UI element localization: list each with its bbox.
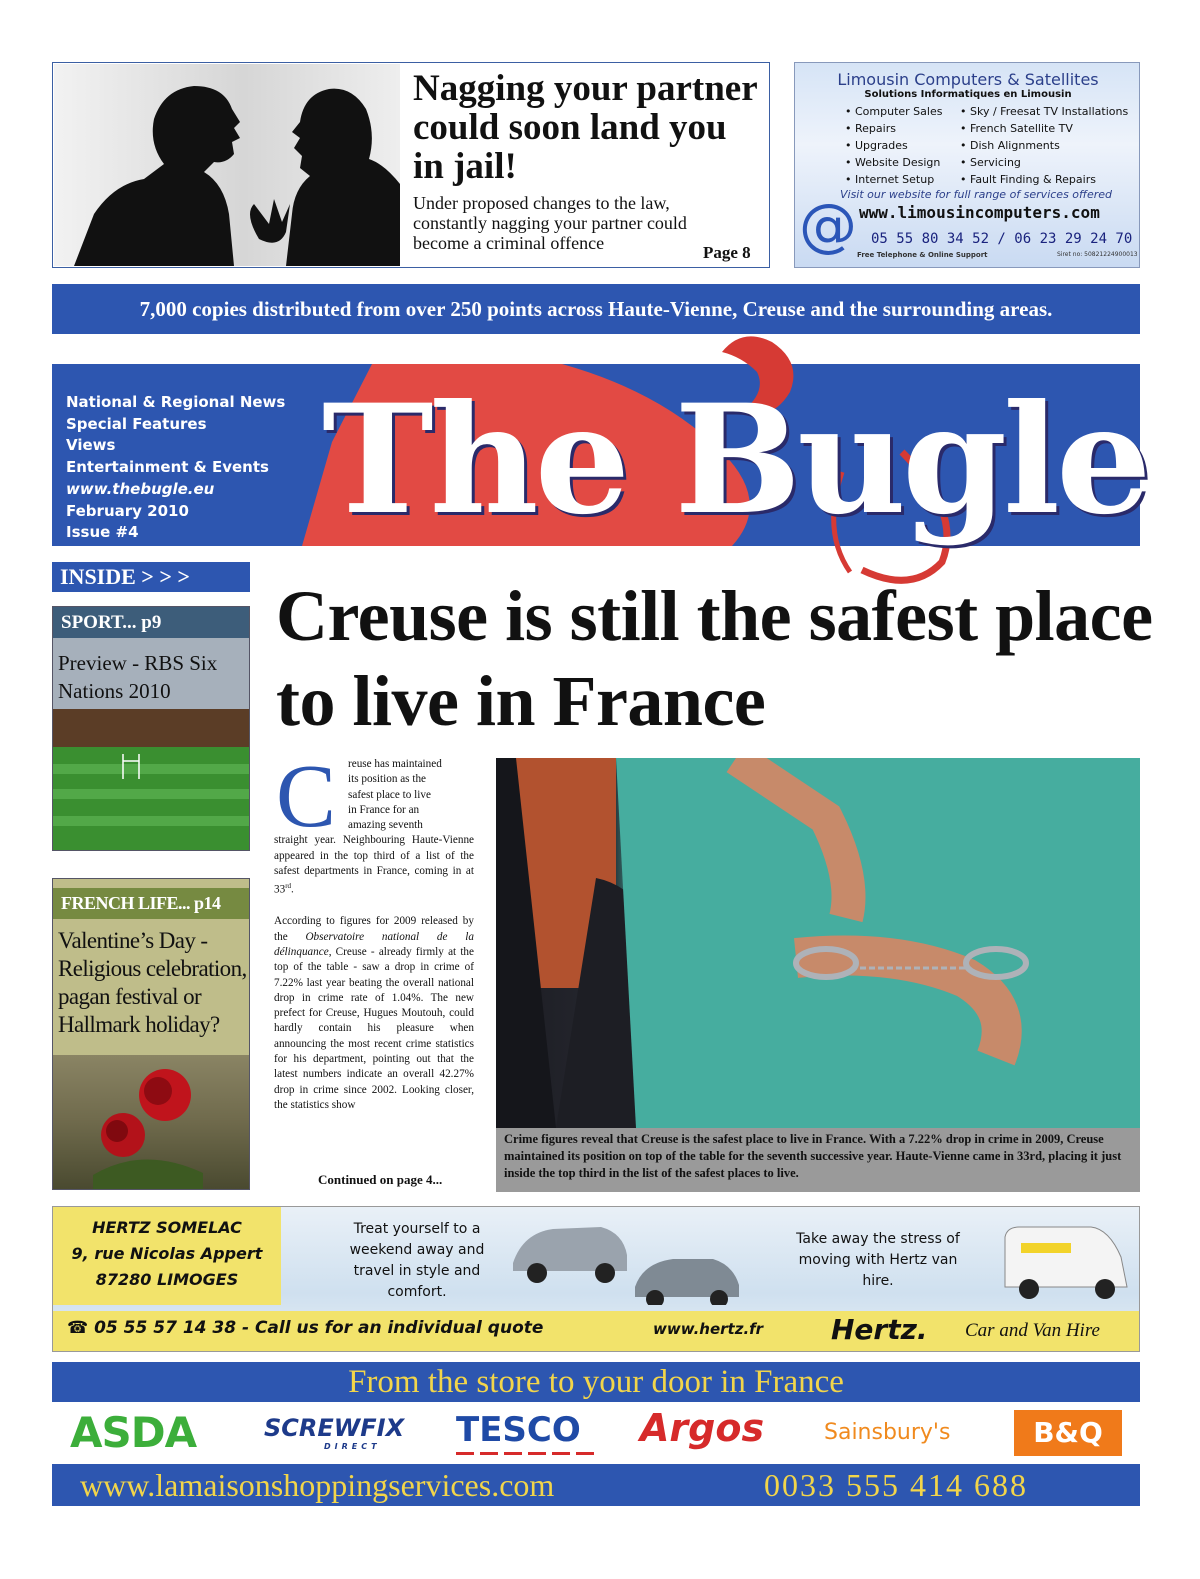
visit-note: Visit our website for full range of services offered (840, 188, 1113, 201)
drop-cap: C (276, 747, 337, 846)
shopping-headline: From the store to your door in France (52, 1362, 1140, 1402)
ad-subtitle: Solutions Informatiques en Limousin (864, 89, 1072, 100)
arguing-couple-photo (54, 64, 400, 266)
teaser-box[interactable] (52, 62, 770, 268)
article-text: straight year. Neighbouring Haute-Vienne appeared in the top third of a list of the safest departments in France, coming in at 33 (274, 834, 474, 897)
continued-link[interactable]: Continued on page 4... (318, 1172, 443, 1187)
address-line: HERTZ SOMELAC (92, 1218, 242, 1237)
service-item: • French Satellite TV (960, 120, 1128, 137)
sport-header[interactable]: SPORT... p9 (53, 607, 249, 638)
siret-number: Siret no: 50821224900013 (1057, 251, 1138, 258)
article-line: safest place to live (348, 788, 431, 801)
bq-logo: B&Q (1014, 1410, 1122, 1456)
newspaper-title: The Bugle (322, 372, 1148, 548)
ad-title: Limousin Computers & Satellites (837, 70, 1099, 89)
teaser-headline[interactable]: Nagging your partner could soon land you in jail! (413, 68, 757, 187)
telephone-icon: ☎ (67, 1318, 95, 1338)
teaser-page-ref[interactable]: Page 8 (703, 243, 751, 262)
hertz-van-text: Take away the stress of moving with Hertz van hire. (796, 1231, 960, 1289)
photo-caption: Crime figures reveal that Creuse is the safest place to live in France. With a 7.22% drop in crime in 2009, Creuse maintained its position on top of the table for the seventh successive year. Haute-Vienne came in 33rd, placing it just inside the top third in the list of the safest places to live. (496, 1128, 1140, 1192)
tesco-name: TESCO (456, 1410, 581, 1450)
section-label: Special Features (66, 414, 207, 433)
screwfix-name: SCREWFIX (264, 1414, 405, 1442)
article-paragraph (274, 914, 474, 1113)
support-note: Free Telephone & Online Support (857, 251, 988, 259)
shopping-website-link[interactable]: www.lamaisonshoppingservices.com (80, 1467, 555, 1503)
masthead-info (66, 392, 285, 544)
argos-logo: Argos (640, 1406, 765, 1450)
sport-teaser[interactable] (52, 606, 250, 851)
hertz-phone (67, 1318, 543, 1338)
inside-label: INSIDE > > > (52, 562, 250, 592)
hertz-logo: Hertz. (831, 1313, 928, 1346)
article-line: amazing seventh (348, 819, 423, 832)
main-headline[interactable]: Creuse is still the safest place to live in France (276, 576, 1153, 741)
tesco-logo (456, 1410, 596, 1455)
sainsburys-logo: Sainsbury's (824, 1420, 951, 1445)
service-item: • Repairs (845, 120, 942, 137)
service-item: • Internet Setup (845, 171, 942, 188)
hertz-address (53, 1207, 281, 1305)
tesco-stripes (456, 1452, 596, 1455)
asda-logo: ASDA (70, 1408, 197, 1457)
french-life-teaser[interactable] (52, 878, 250, 1190)
services-list-right (960, 103, 1128, 188)
article-italic: Observatoire national de la délinquance (274, 930, 474, 958)
shopping-services-ad[interactable] (52, 1362, 1140, 1506)
french-life-header[interactable]: FRENCH LIFE... p14 (53, 888, 249, 919)
masthead (52, 364, 1148, 548)
sport-teaser-text[interactable]: Preview - RBS Six Nations 2010 (58, 651, 218, 703)
services-list-left (845, 103, 942, 188)
at-icon: @ (799, 191, 857, 259)
screwfix-direct: DIRECT (324, 1442, 381, 1451)
van-illustration (1001, 1217, 1131, 1303)
hertz-tagline: Car and Van Hire (965, 1320, 1100, 1341)
service-item: • Computer Sales (845, 103, 942, 120)
cars-illustration (513, 1215, 783, 1305)
address-line: 9, rue Nicolas Appert (71, 1244, 263, 1263)
article-line: in France for an (348, 803, 420, 816)
distribution-banner: 7,000 copies distributed from over 250 points across Haute-Vienne, Creuse and the surrounding areas. (52, 284, 1140, 334)
service-item: • Website Design (845, 154, 942, 171)
screwfix-logo (264, 1414, 404, 1451)
ordinal-suffix: rd (285, 882, 292, 891)
service-item: • Servicing (960, 154, 1128, 171)
stadium-photo (53, 709, 249, 851)
hertz-contact-bar (53, 1311, 1140, 1351)
article-text: According to figures for 2009 released by the (274, 915, 474, 943)
address-line: 87280 LIMOGES (95, 1270, 239, 1289)
article-line: its position as the (348, 773, 427, 786)
issue-date: February 2010 (66, 501, 189, 520)
hertz-phone-text: 05 55 57 14 38 - Call us for an individual quote (94, 1318, 544, 1338)
service-item: • Upgrades (845, 137, 942, 154)
article-line: reuse has maintained (348, 758, 442, 770)
section-label: National & Regional News (66, 393, 286, 411)
article-text: , Creuse - already firmly at the top of the table - saw a drop in crime of 7.22% last year beating the overall national drop in crime rate of 1.04%. The new prefect for Creuse, Hugues Moutouh, could hardly contain his pleasure when announcing the most recent crime statistics for his department, pointing out that the latest numbers indicate an overall 42.27% drop in crime since 2002. Looking closer, the statistics show (274, 946, 474, 1111)
masthead-website-link[interactable]: www.thebugle.eu (66, 479, 215, 498)
section-label: Views (66, 436, 116, 455)
service-item: • Fault Finding & Repairs (960, 171, 1128, 188)
red-roses-photo (53, 1055, 249, 1189)
handcuffs-photo (496, 758, 1140, 1128)
service-item: • Dish Alignments (960, 137, 1128, 154)
service-item: • Sky / Freesat TV Installations (960, 103, 1128, 120)
shopping-phone: 0033 555 414 688 (764, 1467, 1028, 1503)
issue-number: Issue #4 (66, 523, 139, 542)
shopping-contact-bar (52, 1464, 1140, 1506)
hertz-website-link[interactable]: www.hertz.fr (653, 1320, 764, 1338)
ad-phone: 05 55 80 34 52 / 06 23 29 24 70 (871, 231, 1133, 247)
ad-website-link[interactable]: www.limousincomputers.com (859, 203, 1100, 222)
section-label: Entertainment & Events (66, 458, 269, 477)
teaser-summary: Under proposed changes to the law, constantly nagging your partner could become a criminal offence (413, 193, 687, 253)
hertz-ad[interactable] (52, 1206, 1140, 1352)
french-life-teaser-text[interactable]: Valentine’s Day - Religious celebration, pagan festival or Hallmark holiday? (58, 928, 247, 1037)
article-body (274, 757, 474, 1129)
limousin-computers-ad[interactable] (794, 62, 1140, 268)
article-text: . (291, 884, 294, 897)
article-paragraph (274, 757, 474, 898)
hertz-treat-text: Treat yourself to a weekend away and travel in style and comfort. (349, 1221, 485, 1300)
